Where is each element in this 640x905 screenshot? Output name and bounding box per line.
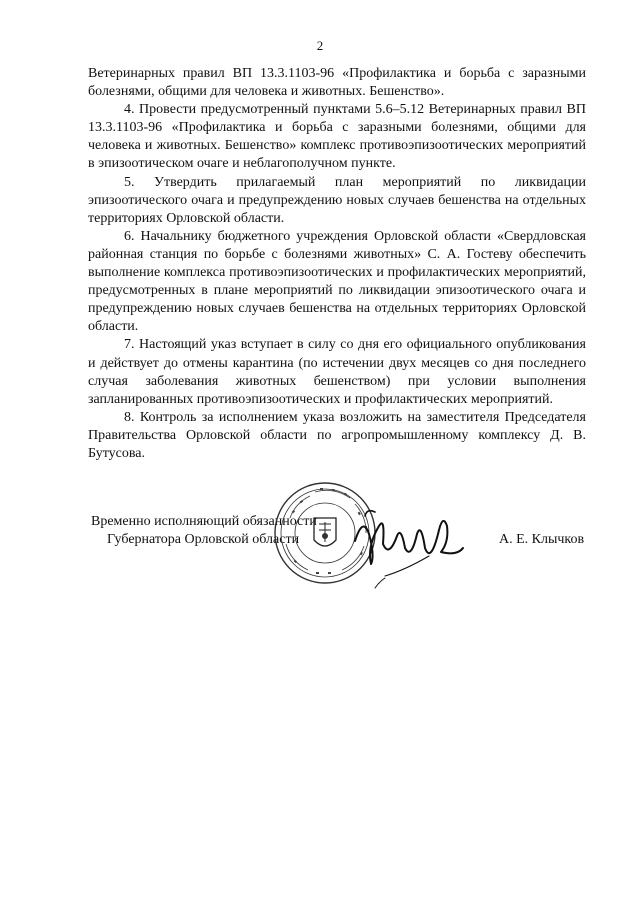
page-number: 2 (316, 38, 324, 53)
paragraph-continuation: Ветеринарных правил ВП 13.3.1103-96 «Профилактика и борьба с заразными болезнями, общими для человека и животных. Бешенство». (88, 66, 586, 100)
paragraph-item-7: 7. Настоящий указ вступает в силу со дня его официального опубликования и действует до отмены карантина (по истечении двух месяцев со дня последнего случая заболевания животных бешенством) при условии выполнения запланированных противоэпизоотических и профилактических мероприятий. (88, 337, 586, 407)
signer-title-line-2: Губернатора Орловской области (107, 532, 300, 547)
handwritten-signature-icon (345, 486, 475, 596)
paragraph-item-5: 5. Утвердить прилагаемый план мероприятий по ликвидации эпизоотического очага и предупреждению новых случаев бешенства на отдельных территориях Орловской области. (88, 174, 586, 226)
signer-title-line-1: Временно исполняющий обязанности (91, 514, 317, 529)
document-body (88, 65, 586, 463)
signature-block (0, 478, 640, 608)
paragraph-item-6: 6. Начальнику бюджетного учреждения Орловской области «Свердловская районная станция по борьбе с болезнями животных» С. А. Гостеву обеспечить выполнение комплекса противоэпизоотических и профилактических мероприятий, предусмотренных в плане мероприятий по ликвидации эпизоотического очага и предупреждению новых случаев бешенства на отдельных территориях Орловской области. (88, 228, 586, 335)
paragraph-item-8: 8. Контроль за исполнением указа возложить на заместителя Председателя Правительства Орловской области по агропромышленному комплексу Д. В. Бутусова. (88, 409, 586, 461)
signer-name: А. Е. Клычков (499, 532, 585, 547)
paragraph-item-4: 4. Провести предусмотренный пунктами 5.6–5.12 Ветеринарных правил ВП 13.3.1103-96 «Профилактика и борьба с заразными болезнями, общими для человека и животных. Бешенство» комплекс противоэпизоотических мероприятий в эпизоотическом очаге и неблагополучном пункте. (88, 102, 586, 172)
